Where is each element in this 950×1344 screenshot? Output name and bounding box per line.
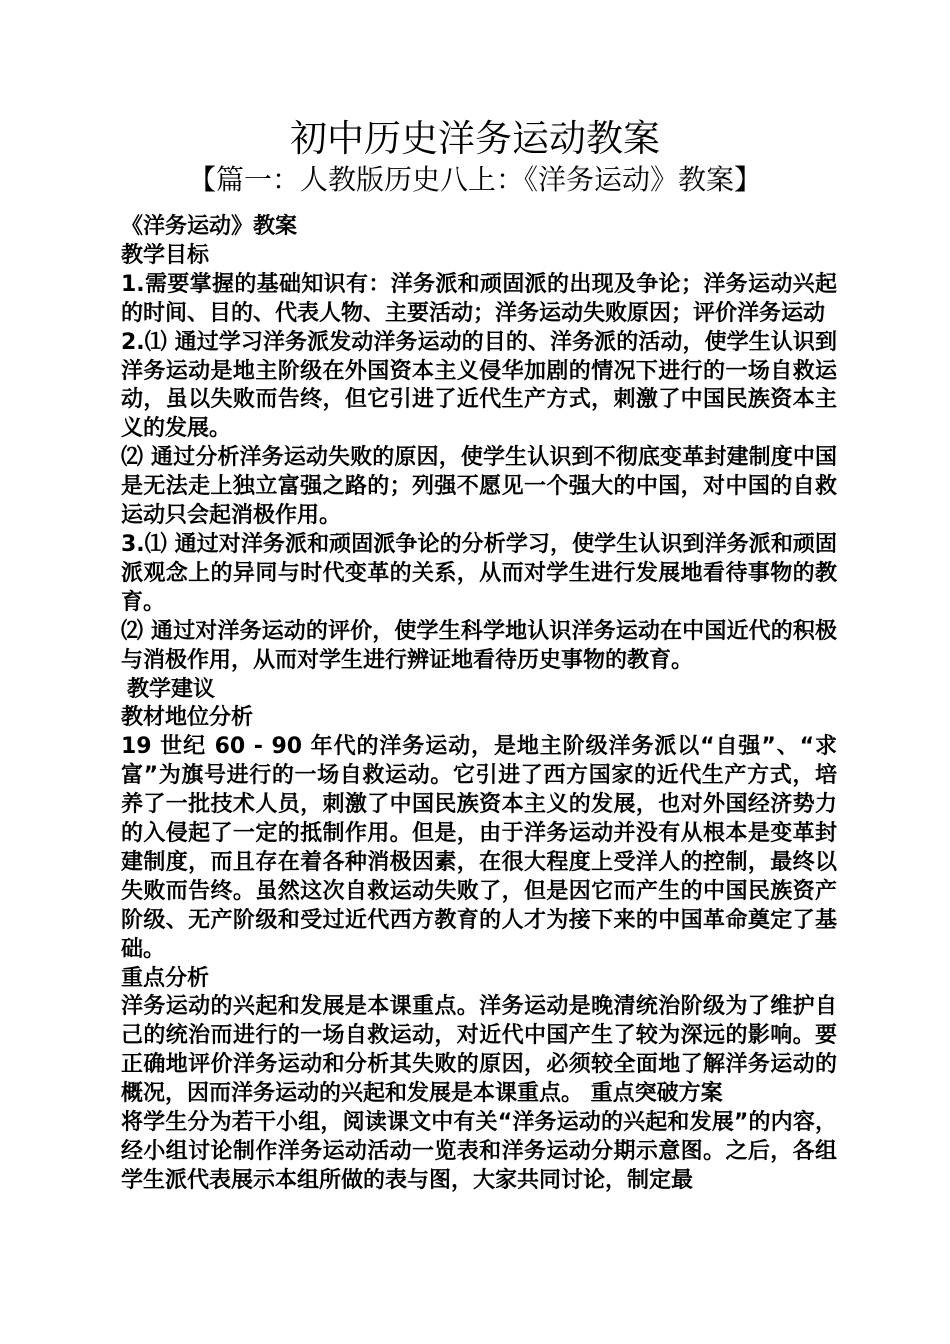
section-heading-material-position: 教材地位分析 — [121, 705, 254, 731]
document-title: 初中历史洋务运动教案 — [290, 117, 660, 160]
key-points-paragraph: 洋务运动的兴起和发展是本课重点。洋务运动是晚清统治阶级为了维护自己的统治而进行的一场自救运动，对近代中国产生了较为深远的影响。要正确地评价洋务运动和分析其失败的原因，必须较全面地了解洋务运动的概况，因而洋务运动的兴起和发展是本课重点。 重点突破方案 — [121, 994, 837, 1107]
section-heading-key-points: 重点分析 — [121, 965, 210, 991]
section-heading-teaching-goals: 教学目标 — [121, 242, 210, 268]
breakthrough-plan-paragraph: 将学生分为若干小组，阅读课文中有关“洋务运动的兴起和发展”的内容，经小组讨论制作洋务运动活动一览表和洋务运动分期示意图。之后，各组学生派代表展示本组所做的表与图，大家共同讨论，制定最 — [121, 1110, 837, 1193]
goal-paragraph-3-1: 3.⑴ 通过对洋务派和顽固派争论的分析学习，使学生认识到洋务派和顽固派观念上的异同与时代变革的关系，从而对学生进行发展地看待事物的教育。 — [121, 531, 837, 615]
goal-paragraph-2-1: 2.⑴ 通过学习洋务派发动洋务运动的目的、洋务派的活动，使学生认识到洋务运动是地主阶级在外国资本主义侵华加剧的情况下进行的一场自救运动，虽以失败而告终，但它引进了近代生产方式，刺激了中国民族资本主义的发展。 — [121, 329, 837, 442]
goal-paragraph-1: 1.需要掌握的基础知识有：洋务派和顽固派的出现及争论；洋务运动兴起的时间、目的、代表人物、主要活动；洋务运动失败原因；评价洋务运动 — [121, 271, 837, 326]
document-subtitle: 【篇一：人教版历史八上：《洋务运动》教案】 — [187, 163, 762, 196]
lesson-heading: 《洋务运动》教案 — [121, 214, 298, 239]
goal-paragraph-3-2: ⑵ 通过对洋务运动的评价，使学生科学地认识洋务运动在中国近代的积极与消极作用，从而对学生进行辨证地看待历史事物的教育。 — [121, 618, 837, 673]
document-body — [115, 213, 837, 1196]
section-heading-teaching-suggestions: 教学建议 — [127, 676, 216, 702]
goal-paragraph-2-2: ⑵ 通过分析洋务运动失败的原因，使学生认识到不彻底变革封建制度中国是无法走上独立富强之路的；列强不愿见一个强大的中国，对中国的自救运动只会起消极作用。 — [121, 445, 837, 529]
material-position-paragraph: 19 世纪 60 - 90 年代的洋务运动，是地主阶级洋务派以“自强”、“求富”为旗号进行的一场自救运动。它引进了西方国家的近代生产方式，培养了一批技术人员，刺激了中国民族资本主义的发展，也对外国经济势力的入侵起了一定的抵制作用。但是，由于洋务运动并没有从根本是变革封建制度，而且存在着各种消极因素，在很大程度上受洋人的控制，最终以失败而告终。虽然这次自救运动失败了，但是因它而产生的中国民族资产阶级、无产阶级和受过近代西方教育的人才为接下来的中国革命奠定了基础。 — [121, 734, 837, 962]
